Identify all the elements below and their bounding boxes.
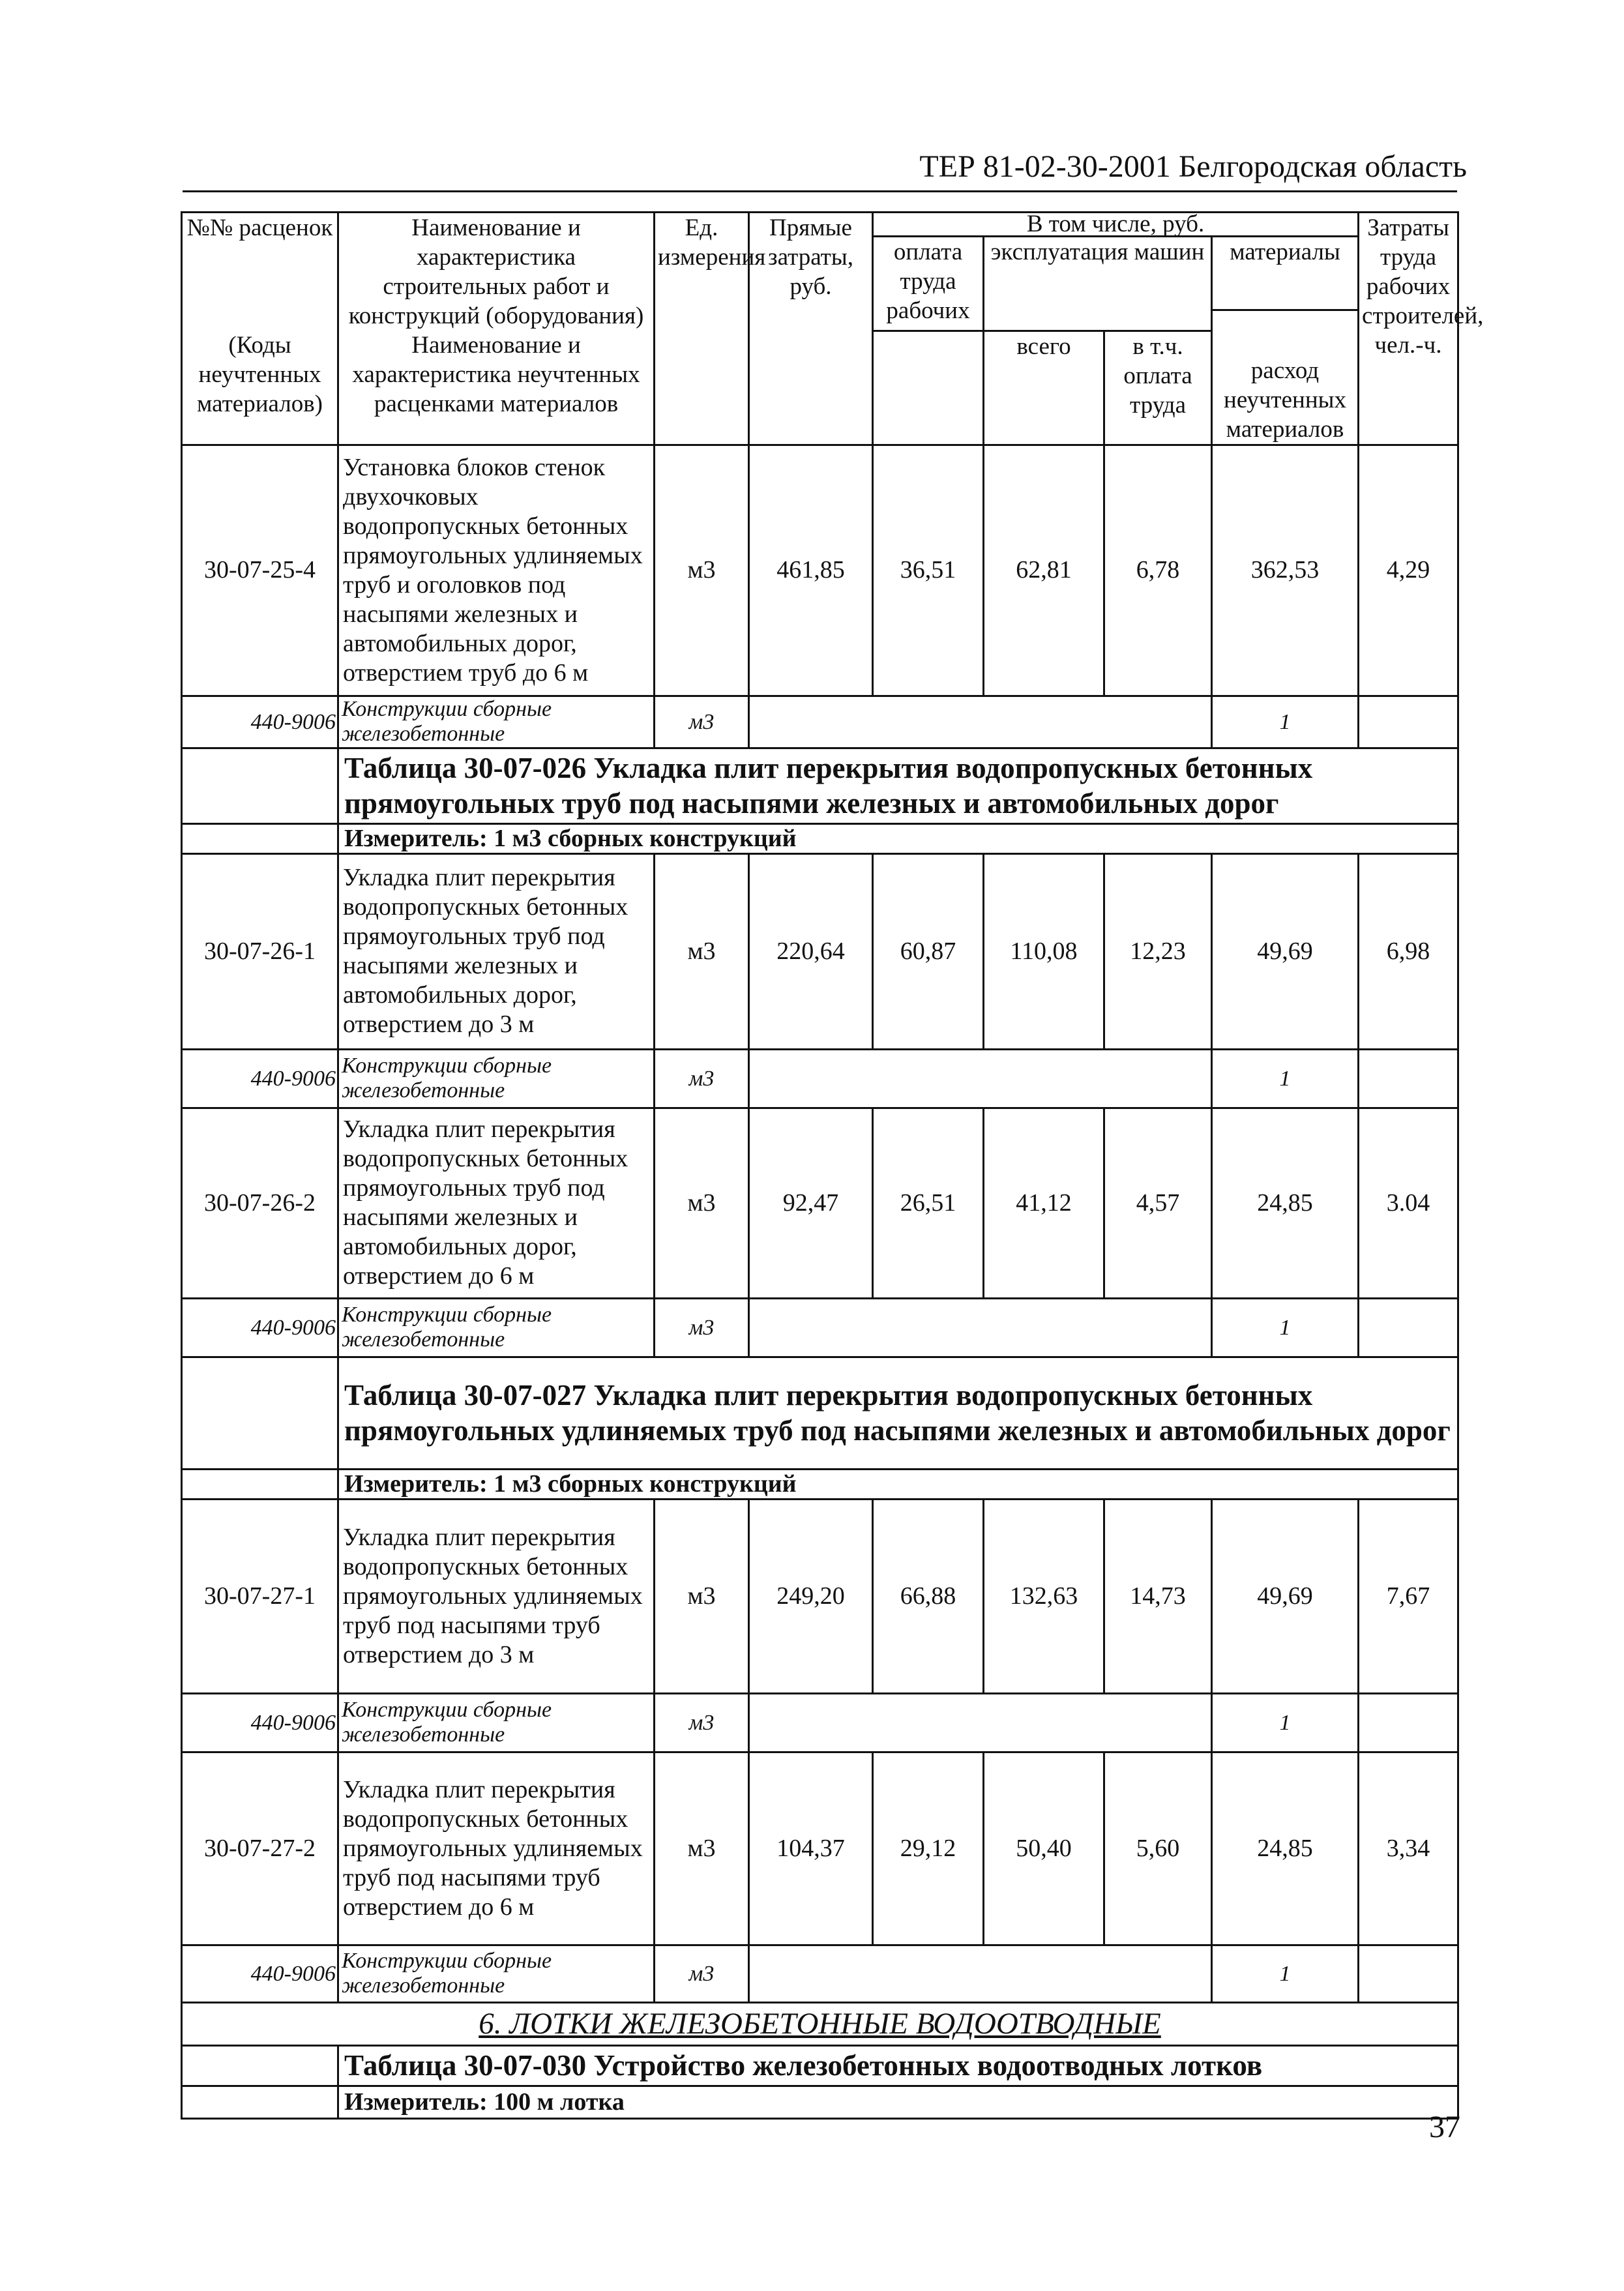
- rate-direct: 104,37: [749, 1752, 873, 1945]
- table-title-empty: [182, 2045, 338, 2086]
- document-header: ТЕР 81-02-30-2001 Белгородская область: [919, 149, 1467, 184]
- rate-materials: 49,69: [1212, 1499, 1359, 1693]
- material-qty: 1: [1212, 1049, 1359, 1108]
- rate-code: 30-07-27-2: [182, 1752, 338, 1945]
- rate-name: Установка блоков стенок двухочковых водопропускных бетонных прямоугольных удлиняемых труб и оголовков под насыпями железных и автомобильных дорог, отверстием труб до 6 м: [338, 445, 655, 696]
- rate-materials: 24,85: [1212, 1108, 1359, 1298]
- rate-unit: м3: [655, 1499, 749, 1693]
- rate-machines-pay: 4,57: [1104, 1108, 1212, 1298]
- header-materials: материалы: [1212, 237, 1359, 310]
- rate-name: Укладка плит перекрытия водопропускных бетонных прямоугольных труб под насыпями железных и автомобильных дорог, отверстием до 6 м: [338, 1108, 655, 1298]
- rates-table: [181, 211, 1484, 2120]
- rate-direct: 92,47: [749, 1108, 873, 1298]
- rate-code: 30-07-25-4: [182, 445, 338, 696]
- material-unit: м3: [655, 1298, 749, 1357]
- material-qty: 1: [1212, 1298, 1359, 1357]
- rate-machines-pay: 6,78: [1104, 445, 1212, 696]
- material-unit: м3: [655, 1693, 749, 1752]
- material-code: 440-9006: [182, 1049, 338, 1108]
- rate-machines-pay: 5,60: [1104, 1752, 1212, 1945]
- material-qty: 1: [1212, 696, 1359, 748]
- material-code: 440-9006: [182, 1945, 338, 2002]
- header-name-bottom: Наименование и характеристика неучтенных расценками материалов: [338, 331, 655, 445]
- header-code-bottom: (Коды неучтенных материалов): [182, 331, 338, 445]
- rate-labor-pay: 66,88: [873, 1499, 984, 1693]
- material-empty: [749, 1693, 1212, 1752]
- measure-empty: [182, 823, 338, 853]
- material-unit: м3: [655, 696, 749, 748]
- rate-machines: 41,12: [984, 1108, 1104, 1298]
- material-empty: [749, 1049, 1212, 1108]
- header-labor-costs: Затраты труда рабочих строителей, чел.-ч.: [1359, 213, 1458, 445]
- header-machines: эксплуатация машин: [984, 237, 1212, 331]
- rate-code: 30-07-26-1: [182, 853, 338, 1049]
- rate-machines: 62,81: [984, 445, 1104, 696]
- material-name: Конструкции сборные железобетонные: [338, 696, 655, 748]
- material-empty: [1359, 1693, 1458, 1752]
- rate-labor-pay: 60,87: [873, 853, 984, 1049]
- header-code-top: №№ расценок: [182, 213, 338, 331]
- rate-name: Укладка плит перекрытия водопропускных бетонных прямоугольных удлиняемых труб под насыпями труб отверстием до 3 м: [338, 1499, 655, 1693]
- section-heading: 6. ЛОТКИ ЖЕЛЕЗОБЕТОННЫЕ ВОДООТВОДНЫЕ: [182, 2002, 1458, 2045]
- material-qty: 1: [1212, 1945, 1359, 2002]
- rate-machines-pay: 12,23: [1104, 853, 1212, 1049]
- material-empty: [749, 696, 1212, 748]
- rate-machines: 110,08: [984, 853, 1104, 1049]
- rate-labor-pay: 36,51: [873, 445, 984, 696]
- rate-labor-hours: 7,67: [1359, 1499, 1458, 1693]
- rate-machines: 132,63: [984, 1499, 1104, 1693]
- rate-machines: 50,40: [984, 1752, 1104, 1945]
- rate-labor-hours: 6,98: [1359, 853, 1458, 1049]
- material-code: 440-9006: [182, 696, 338, 748]
- rate-code: 30-07-26-2: [182, 1108, 338, 1298]
- rate-direct: 249,20: [749, 1499, 873, 1693]
- rate-labor-pay: 26,51: [873, 1108, 984, 1298]
- rate-unit: м3: [655, 1752, 749, 1945]
- material-empty: [1359, 1298, 1458, 1357]
- rate-labor-hours: 3,34: [1359, 1752, 1458, 1945]
- page-number: 37: [1429, 2110, 1460, 2144]
- rate-name: Укладка плит перекрытия водопропускных бетонных прямоугольных труб под насыпями железных и автомобильных дорог, отверстием до 3 м: [338, 853, 655, 1049]
- measure-empty: [182, 2086, 338, 2118]
- material-empty: [749, 1945, 1212, 2002]
- table-measure: Измеритель: 100 м лотка: [338, 2086, 1458, 2118]
- table-measure: Измеритель: 1 м3 сборных конструкций: [338, 823, 1458, 853]
- rate-unit: м3: [655, 445, 749, 696]
- rate-unit: м3: [655, 1108, 749, 1298]
- material-name: Конструкции сборные железобетонные: [338, 1693, 655, 1752]
- material-name: Конструкции сборные железобетонные: [338, 1298, 655, 1357]
- rate-unit: м3: [655, 853, 749, 1049]
- material-empty: [749, 1298, 1212, 1357]
- material-empty: [1359, 696, 1458, 748]
- table-title: Таблица 30-07-027 Укладка плит перекрытия водопропускных бетонных прямоугольных удлиняемых труб под насыпями железных и автомобильных дорог: [338, 1357, 1458, 1469]
- material-qty: 1: [1212, 1693, 1359, 1752]
- material-code: 440-9006: [182, 1298, 338, 1357]
- header-including: В том числе, руб.: [873, 213, 1359, 237]
- table-measure: Измеритель: 1 м3 сборных конструкций: [338, 1469, 1458, 1499]
- header-materials-unaccounted: расход неучтенных материалов: [1212, 310, 1359, 445]
- header-machines-incl-pay: в т.ч. оплата труда: [1104, 331, 1212, 445]
- header-name-top: Наименование и характеристика строительных работ и конструкций (оборудования): [338, 213, 655, 331]
- rate-code: 30-07-27-1: [182, 1499, 338, 1693]
- header-machines-total: всего: [984, 331, 1104, 445]
- rate-name: Укладка плит перекрытия водопропускных бетонных прямоугольных удлиняемых труб под насыпями труб отверстием до 6 м: [338, 1752, 655, 1945]
- rate-labor-pay: 29,12: [873, 1752, 984, 1945]
- header-labor-pay: оплата труда рабочих: [873, 237, 984, 331]
- material-code: 440-9006: [182, 1693, 338, 1752]
- measure-empty: [182, 1469, 338, 1499]
- table-title: Таблица 30-07-030 Устройство железобетонных водоотводных лотков: [338, 2045, 1458, 2086]
- rate-materials: 362,53: [1212, 445, 1359, 696]
- rate-direct: 220,64: [749, 853, 873, 1049]
- rate-materials: 24,85: [1212, 1752, 1359, 1945]
- table-title-empty: [182, 748, 338, 823]
- header-rule: [183, 190, 1457, 192]
- rate-labor-hours: 4,29: [1359, 445, 1458, 696]
- header-labor-pay-empty: [873, 331, 984, 445]
- table-title-empty: [182, 1357, 338, 1469]
- material-unit: м3: [655, 1945, 749, 2002]
- table-title: Таблица 30-07-026 Укладка плит перекрытия водопропускных бетонных прямоугольных труб под насыпями железных и автомобильных дорог: [338, 748, 1458, 823]
- material-empty: [1359, 1945, 1458, 2002]
- header-direct-costs: Прямые затраты, руб.: [749, 213, 873, 445]
- material-name: Конструкции сборные железобетонные: [338, 1945, 655, 2002]
- rate-materials: 49,69: [1212, 853, 1359, 1049]
- material-name: Конструкции сборные железобетонные: [338, 1049, 655, 1108]
- rate-labor-hours: 3.04: [1359, 1108, 1458, 1298]
- material-empty: [1359, 1049, 1458, 1108]
- rate-machines-pay: 14,73: [1104, 1499, 1212, 1693]
- header-unit: Ед. измерения: [655, 213, 749, 445]
- material-unit: м3: [655, 1049, 749, 1108]
- rate-direct: 461,85: [749, 445, 873, 696]
